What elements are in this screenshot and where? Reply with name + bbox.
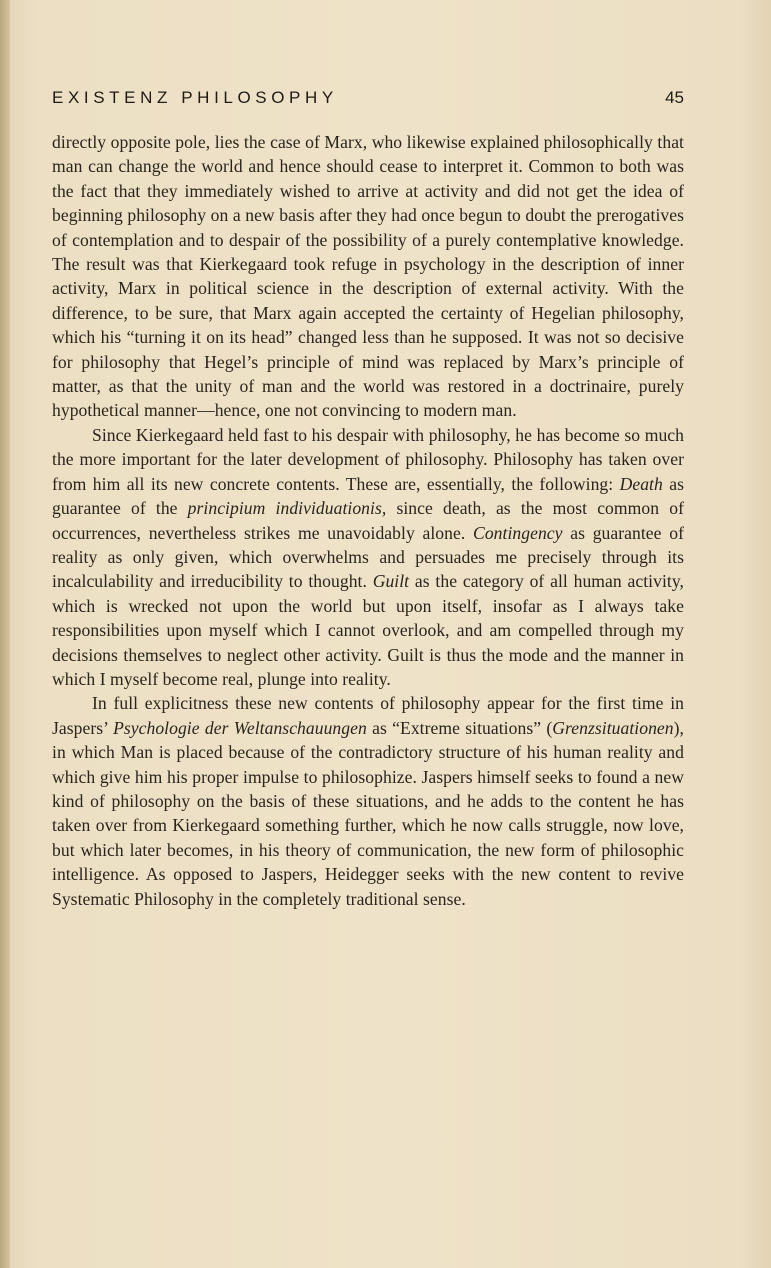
- running-title: EXISTENZ PHILOSOPHY: [52, 88, 338, 107]
- paragraph-text: as the category of all human activity, which is wrecked not upon the world but upon itself, insofar as I always take responsibilities upon myself which I cannot overlook, and am compelled through my decisions themselves to neglect other activity. Guilt is thus the mode and the manner in which I myself become real, plunge into reality.: [52, 571, 684, 689]
- page-spine-shadow: [0, 0, 10, 1268]
- italic-term-grenzsituationen: Grenzsituationen: [552, 717, 674, 738]
- page-number: 45: [665, 88, 684, 107]
- paragraph-text: Since Kierkegaard held fast to his despair with philosophy, he has become so much the more important for the later development of philosophy. Philosophy has taken over from him all its new concrete contents. These are, essentially, the following:: [52, 424, 684, 494]
- page-header: [52, 88, 684, 112]
- paragraph-text: as guarantee of reality as only given, which overwhelms and persuades me precisely through its incalculability and irreducibility to thought.: [52, 522, 684, 592]
- paragraph-1: [52, 130, 684, 423]
- paragraph-text: In full explicitness these new contents of philosophy appear for the first time in Jaspers’: [52, 693, 684, 738]
- italic-term-guilt: Guilt: [372, 571, 410, 592]
- paragraph-3: [52, 691, 684, 911]
- paragraph-text: ), in which Man is placed because of the contradictory structure of his human reality and which give him his proper impulse to philosophize. Jaspers himself seeks to found a new kind of philosophy on the basis of these situations, and he adds to the content he has taken over from Kierkegaard something further, which he now calls struggle, now love, but which later becomes, in his theory of communication, the new form of philosophic intelligence. As opposed to Jaspers, Heidegger seeks with the new content to revive Systematic Philosophy in the completely traditional sense.: [52, 717, 684, 909]
- italic-term-principium: principium individuationis,: [187, 498, 387, 519]
- paragraph-text: directly opposite pole, lies the case of Marx, who likewise explained philosophically that man can change the world and hence should cease to interpret it. Common to both was the fact that they immediately wished to arrive at activity and did not get the idea of beginning philosophy on a new basis after they had once begun to doubt the prerogatives of contemplation and to despair of the possibility of a purely contemplative knowledge. The result was that Kierkegaard took refuge in psychology in the description of inner activity, Marx in political science in the description of external activity. With the difference, to be sure, that Marx again accepted the certainty of Hegelian philosophy, which his “turning it on its head” changed less than he supposed. It was not so decisive for philosophy that Hegel’s principle of mind was replaced by Marx’s principle of matter, as that the unity of man and the world was restored in a doctrinaire, purely hypothetical manner—hence, one not convincing to modern man.: [52, 132, 684, 421]
- paragraph-text: as guarantee of the: [52, 473, 684, 519]
- paragraph-text: since death, as the most common of occurrences, nevertheless strikes me unavoidably alone.: [52, 498, 684, 543]
- body-text: [52, 130, 684, 911]
- paragraph-text: as “Extreme situations” (: [366, 717, 553, 738]
- italic-book-title: Psychologie der Weltanschauungen: [113, 717, 367, 738]
- italic-term-contingency: Contingency: [473, 522, 563, 543]
- italic-term-death: Death: [619, 473, 663, 494]
- paragraph-2: [52, 423, 684, 691]
